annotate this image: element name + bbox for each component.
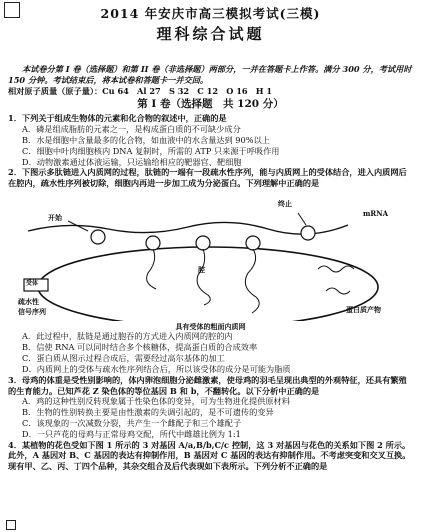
er-lumen — [38, 247, 378, 321]
er-diagram — [8, 191, 413, 321]
q1-option-d: D．动物激素通过体液运输，只运输给相应的靶器官、靶细胞 — [22, 156, 242, 167]
label-lumen: 腔 — [198, 265, 205, 275]
atomic-masses: 相对原子质量（原子量）：Cu 64 Al 27 S 32 C 12 O 16 H 1 — [8, 85, 273, 96]
label-signal: 信号序列 — [18, 307, 46, 317]
instructions-text: 本试卷分第 I 卷（选择题）和第 II 卷（非选择题）两部分，一并在答题卡上作答。满分 300 分，考试用时 150 分钟。考试结束后，将本试卷和答题卡一并交回。 — [8, 64, 412, 85]
question-2 — [8, 167, 413, 374]
q4-stem: 4．某植物的花色受如下图 1 所示的 3 对基因 A/a,B/b,C/c 控制，这 3 对基因与花色的关系如下图 2 所示。此外，A 基因对 B、C 基因的表达有抑制作用，B 基因对 C 基因的表达有抑制作用。不考虑突变和交叉互换。现有甲、乙、丙、丁四个品种，其杂交组合及后代表现如下表所示。下列分析不正确的是 — [8, 439, 411, 472]
er-diagram-svg — [8, 191, 413, 321]
label-stop: 终止 — [278, 199, 292, 209]
diagram-caption: 具有受体的粗面内质网 — [175, 322, 246, 332]
question-3 — [8, 375, 413, 440]
q1-option-b: B．水是细胞中含量最多的化合物，如血液中的水含量达到 90%以上 — [22, 135, 270, 145]
q1-option-c: C．细胞中叶肉细胞核内 DNA 复制时，所需的 ATP 只来源于呼吸作用 — [22, 145, 280, 156]
label-start: 开始 — [48, 213, 62, 223]
label-receptor: 受体 — [26, 280, 39, 288]
q3-option-a: A．鸡的这种性别反转现象属于性染色体的变异，可为生物进化提供原材料 — [22, 396, 290, 407]
q2-option-d: D．内质网上的受体与疏水性序列结合后，所以该受体的成分是可能为脂质 — [22, 363, 291, 374]
q3-stem: 3．母鸡的体重是受性别影响的，体内卵泡细胞分泌雌激素，使母鸡的羽毛呈现出典型的外观特征，还具有繁殖的生育能力。已知芦花 Z 染色体的等位基因 B 和 b，不翻转化。以下分析中正确的是 — [8, 374, 407, 396]
mrna-strand — [28, 223, 348, 235]
q3-option-c: C．该现象的一次减数分裂，共产生一个雌配子和三个雄配子 — [22, 418, 242, 428]
ribosome — [196, 236, 210, 250]
page-header — [0, 6, 421, 44]
question-4 — [8, 440, 413, 472]
q1-option-a: A．磷是组成脂肪的元素之一，是构成蛋白质的不可缺少成分 — [22, 124, 241, 135]
binding-mark — [6, 520, 16, 530]
q2-option-c: C．蛋白质从图示过程合成后，需要经过高尔基体的加工 — [22, 353, 225, 364]
q2-option-b: B．信使 RNA 可以同时结合多个核糖体，提高蛋白质的合成效率 — [22, 342, 258, 353]
label-hydrophobic: 疏水性 — [18, 297, 39, 307]
q3-option-d: D．一只芦花的母鸡与正常母鸡交配，所代中雌雄比例为 1:1 — [22, 428, 241, 439]
q3-option-b: B．生物的性别转换主要是由性激素的失调引起的，是不可遗传的变异 — [22, 407, 274, 418]
q1-stem: 1．下列关于组成生物体的元素和化合物的叙述中，正确的是 — [8, 113, 227, 124]
exam-title: 2014 年安庆市高三模拟考试(三模) — [100, 6, 321, 21]
ribosome — [146, 236, 160, 250]
question-1 — [8, 113, 413, 167]
section-title: 第 I 卷（选择题 共 120 分） — [137, 98, 284, 111]
subject-title: 理科综合试题 — [156, 24, 265, 43]
exam-body — [8, 64, 413, 472]
q2-stem: 2．下图示多肽链进入内质网的过程，肽链的一端有一段疏水性序列，能与内质网上的受体结合，进入内质网后在腔内，疏水性序列被切除，细胞内再进一步加工成为分泌蛋白。下列理解中正确的是 — [8, 167, 407, 189]
label-mrna: mRNA — [363, 209, 389, 219]
ribosome — [301, 226, 315, 240]
stop-arrow — [298, 213, 306, 225]
ribosome — [246, 236, 260, 250]
q2-option-a: A．此过程中，肽链是通过胞吞的方式进入内质网的腔的内 — [22, 331, 233, 342]
label-product: 蛋白质产物 — [346, 305, 381, 315]
ribosome — [91, 230, 105, 244]
